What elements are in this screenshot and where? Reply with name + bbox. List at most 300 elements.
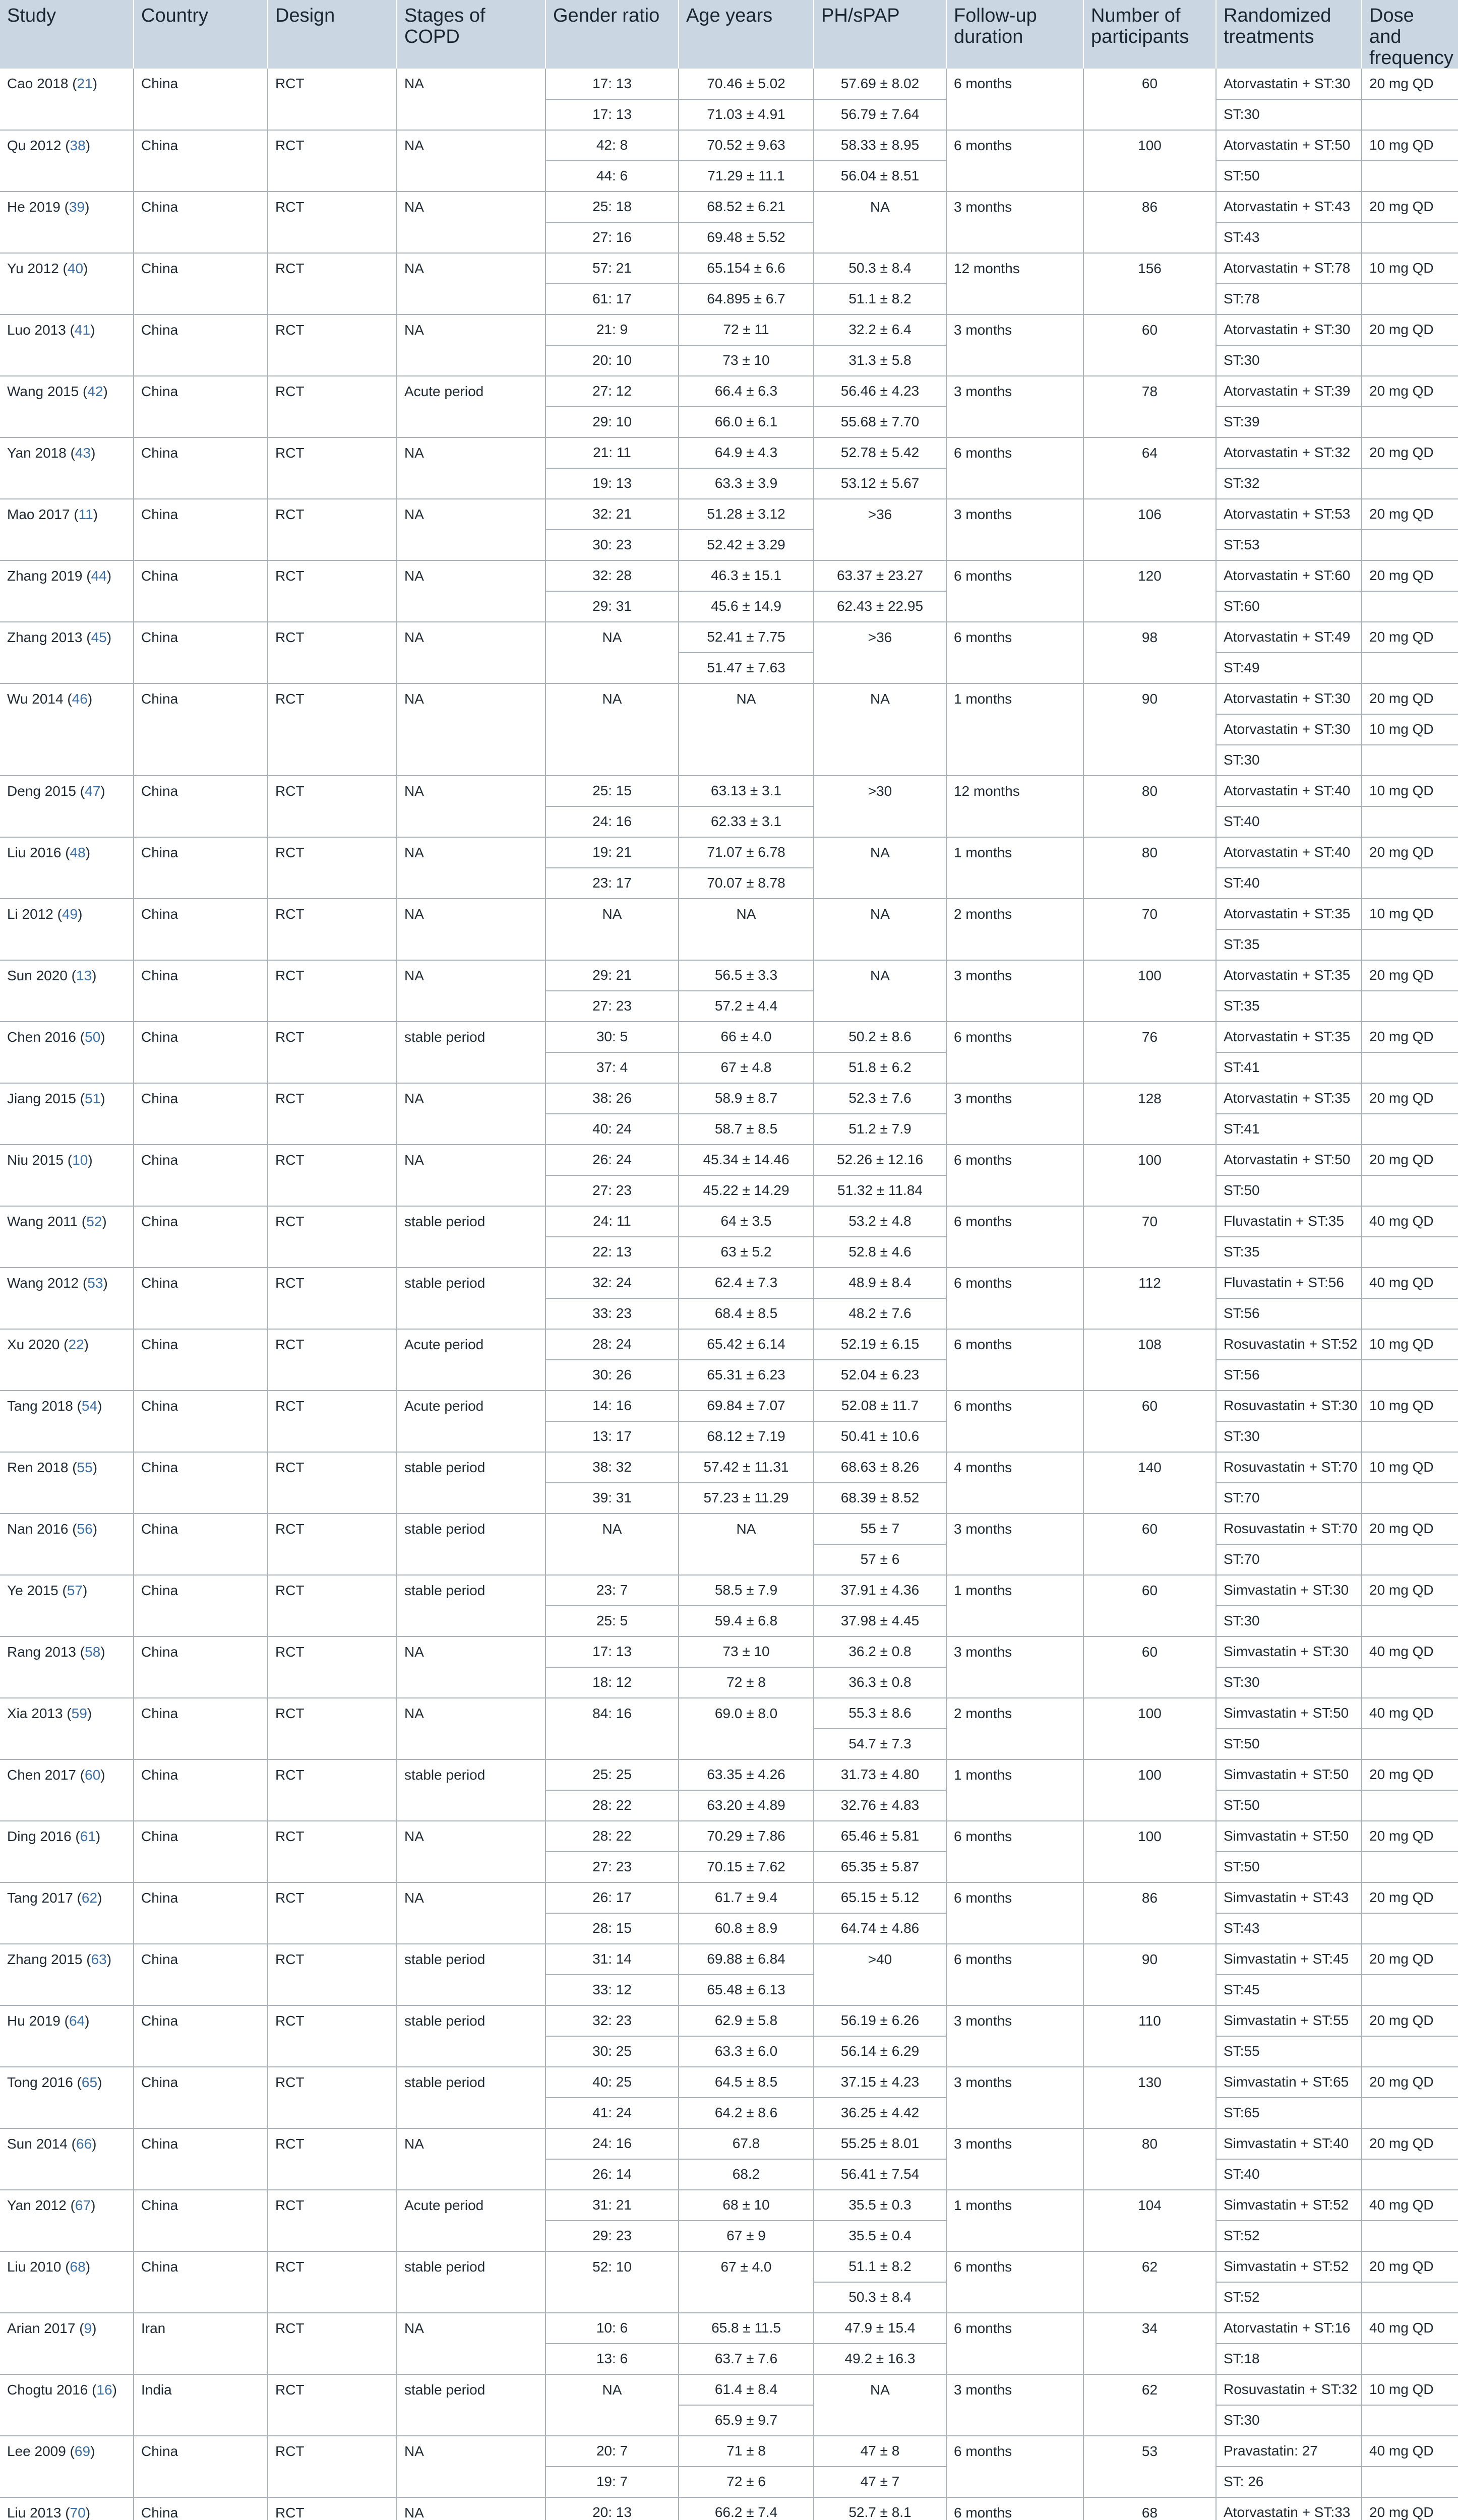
age-cell: 70.15 ± 7.62 [679, 1852, 814, 1882]
follow-up-cell: 6 months [946, 1022, 1083, 1083]
study-name: Arian 2017 [7, 2320, 76, 2336]
study-cell: Hu 2019 (64) [0, 2005, 134, 2067]
dose-cell [1362, 1483, 1458, 1514]
treatment-cell: ST:30 [1216, 345, 1362, 376]
reference-link[interactable]: 62 [81, 1890, 98, 1906]
design-cell: RCT [268, 2436, 397, 2497]
age-cell: 67 ± 9 [679, 2221, 814, 2251]
ph-spap-cell: 57 ± 6 [814, 1544, 946, 1575]
age-cell: 66.4 ± 6.3 [679, 376, 814, 407]
reference-link[interactable]: 59 [71, 1706, 87, 1721]
study-name: Tong 2016 [7, 2074, 73, 2090]
participants-cell: 80 [1083, 837, 1216, 899]
gender-ratio-cell: 13: 6 [545, 2344, 679, 2374]
reference-link[interactable]: 64 [69, 2013, 85, 2029]
reference-link[interactable]: 38 [70, 138, 86, 153]
reference-link[interactable]: 51 [85, 1091, 101, 1106]
gender-ratio-cell: 40: 24 [545, 1114, 679, 1145]
ph-spap-cell: 48.9 ± 8.4 [814, 1268, 946, 1298]
treatment-cell: Atorvastatin + ST:40 [1216, 776, 1362, 806]
gender-ratio-cell: 28: 15 [545, 1913, 679, 1944]
study-cell: Wang 2011 (52) [0, 1206, 134, 1268]
study-name: Wang 2015 [7, 384, 79, 399]
country-cell: China [134, 376, 268, 437]
dose-cell [1362, 2159, 1458, 2190]
dose-cell: 20 mg QD [1362, 2497, 1458, 2520]
follow-up-cell: 3 months [946, 1083, 1083, 1145]
stage-cell: Acute period [397, 1391, 545, 1452]
gender-ratio-cell: 26: 14 [545, 2159, 679, 2190]
gender-ratio-cell: 28: 22 [545, 1790, 679, 1821]
table-row [0, 1083, 1458, 1114]
follow-up-cell: 6 months [946, 2497, 1083, 2520]
reference-link[interactable]: 47 [85, 783, 101, 799]
participants-cell: 140 [1083, 1452, 1216, 1514]
participants-cell: 76 [1083, 1022, 1216, 1083]
age-cell: 62.33 ± 3.1 [679, 806, 814, 837]
reference-link[interactable]: 50 [85, 1029, 101, 1045]
age-cell: 71 ± 8 [679, 2436, 814, 2467]
study-cell: Liu 2010 (68) [0, 2251, 134, 2313]
reference-link[interactable]: 45 [91, 629, 107, 645]
treatment-cell: Atorvastatin + ST:53 [1216, 499, 1362, 530]
reference-link[interactable]: 68 [70, 2259, 86, 2275]
treatment-cell: ST:35 [1216, 991, 1362, 1022]
age-cell: 72 ± 6 [679, 2467, 814, 2497]
dose-cell: 20 mg QD [1362, 2251, 1458, 2282]
ph-spap-cell: 56.04 ± 8.51 [814, 161, 946, 192]
reference-link[interactable]: 46 [72, 691, 88, 707]
country-cell: China [134, 1759, 268, 1821]
follow-up-cell: 1 months [946, 1759, 1083, 1821]
design-cell: RCT [268, 1821, 397, 1882]
participants-cell: 70 [1083, 899, 1216, 960]
stage-cell: stable period [397, 1944, 545, 2005]
reference-link[interactable]: 67 [75, 2197, 91, 2213]
study-name: Chen 2016 [7, 1029, 77, 1045]
dose-cell: 10 mg QD [1362, 2374, 1458, 2405]
gender-ratio-cell: 32: 28 [545, 560, 679, 591]
follow-up-cell: 3 months [946, 2067, 1083, 2128]
treatment-cell: Simvastatin + ST:65 [1216, 2067, 1362, 2098]
age-cell: 57.23 ± 11.29 [679, 1483, 814, 1514]
stage-cell: Acute period [397, 2190, 545, 2251]
stage-cell: NA [397, 1821, 545, 1882]
ph-spap-cell: 57.69 ± 8.02 [814, 69, 946, 99]
reference-link[interactable]: 43 [75, 445, 91, 461]
age-cell: 65.154 ± 6.6 [679, 253, 814, 284]
age-cell: 64.2 ± 8.6 [679, 2098, 814, 2128]
stage-cell: stable period [397, 1575, 545, 1636]
study-name: Luo 2013 [7, 322, 66, 338]
ph-spap-cell: 31.3 ± 5.8 [814, 345, 946, 376]
age-cell: 58.7 ± 8.5 [679, 1114, 814, 1145]
study-cell: Wang 2012 (53) [0, 1268, 134, 1329]
gender-ratio-cell: 21: 9 [545, 314, 679, 345]
age-cell: 63.3 ± 6.0 [679, 2036, 814, 2067]
reference-link[interactable]: 70 [70, 2505, 86, 2520]
treatment-cell: ST:30 [1216, 99, 1362, 130]
stage-cell: NA [397, 2497, 545, 2520]
country-cell: China [134, 2497, 268, 2520]
treatment-cell: Atorvastatin + ST:40 [1216, 837, 1362, 868]
gender-ratio-cell: NA [545, 899, 679, 960]
follow-up-cell: 3 months [946, 376, 1083, 437]
design-cell: RCT [268, 899, 397, 960]
reference-link[interactable]: 13 [76, 968, 92, 983]
study-cell: Xia 2013 (59) [0, 1698, 134, 1759]
dose-cell [1362, 929, 1458, 960]
ph-spap-cell: 52.26 ± 12.16 [814, 1145, 946, 1175]
age-cell: 45.34 ± 14.46 [679, 1145, 814, 1175]
study-cell: Liu 2016 (48) [0, 837, 134, 899]
dose-cell: 40 mg QD [1362, 1268, 1458, 1298]
design-cell: RCT [268, 2190, 397, 2251]
country-cell: China [134, 960, 268, 1022]
dose-cell [1362, 1606, 1458, 1636]
treatment-cell: ST:30 [1216, 1421, 1362, 1452]
gender-ratio-cell: 17: 13 [545, 99, 679, 130]
ph-spap-cell: 52.78 ± 5.42 [814, 437, 946, 468]
ph-spap-cell: NA [814, 960, 946, 1022]
country-cell: China [134, 1575, 268, 1636]
table-row [0, 560, 1458, 591]
stage-cell: Acute period [397, 376, 545, 437]
gender-ratio-cell: 17: 13 [545, 1636, 679, 1667]
reference-link[interactable]: 49 [62, 906, 78, 922]
follow-up-cell: 1 months [946, 837, 1083, 899]
header-row [0, 0, 1458, 69]
ph-spap-cell: 65.35 ± 5.87 [814, 1852, 946, 1882]
country-cell: China [134, 1452, 268, 1514]
table-row [0, 899, 1458, 929]
treatment-cell: Atorvastatin + ST:50 [1216, 130, 1362, 161]
table-row [0, 1514, 1458, 1544]
study-name: Liu 2013 [7, 2505, 62, 2520]
design-cell: RCT [268, 683, 397, 776]
country-cell: China [134, 776, 268, 837]
treatment-cell: ST:40 [1216, 806, 1362, 837]
age-cell: 66.2 ± 7.4 [679, 2497, 814, 2520]
design-cell: RCT [268, 1575, 397, 1636]
study-cell: Ren 2018 (55) [0, 1452, 134, 1514]
stage-cell: stable period [397, 1452, 545, 1514]
stage-cell: Acute period [397, 1329, 545, 1391]
reference-link[interactable]: 40 [67, 261, 84, 276]
stage-cell: NA [397, 69, 545, 130]
table-row [0, 1698, 1458, 1729]
treatment-cell: Simvastatin + ST:30 [1216, 1575, 1362, 1606]
dose-cell: 10 mg QD [1362, 1391, 1458, 1421]
treatment-cell: ST:49 [1216, 653, 1362, 683]
country-cell: China [134, 2251, 268, 2313]
header-gender-ratio: Gender ratio [545, 0, 679, 69]
ph-spap-cell: 50.41 ± 10.6 [814, 1421, 946, 1452]
dose-cell: 20 mg QD [1362, 960, 1458, 991]
participants-cell: 106 [1083, 499, 1216, 560]
age-cell: 56.5 ± 3.3 [679, 960, 814, 991]
study-name: Zhang 2013 [7, 629, 83, 645]
age-cell: 58.5 ± 7.9 [679, 1575, 814, 1606]
table-row [0, 314, 1458, 345]
country-cell: China [134, 69, 268, 130]
study-cell: Yan 2018 (43) [0, 437, 134, 499]
ph-spap-cell: 68.63 ± 8.26 [814, 1452, 946, 1483]
reference-link[interactable]: 58 [85, 1644, 101, 1660]
age-cell: 70.29 ± 7.86 [679, 1821, 814, 1852]
follow-up-cell: 6 months [946, 69, 1083, 130]
dose-cell [1362, 1052, 1458, 1083]
dose-cell [1362, 99, 1458, 130]
treatment-cell: ST:35 [1216, 1237, 1362, 1268]
follow-up-cell: 6 months [946, 1206, 1083, 1268]
table-row [0, 1452, 1458, 1483]
ph-spap-cell: NA [814, 899, 946, 960]
treatment-cell: Atorvastatin + ST:30 [1216, 714, 1362, 745]
reference-link[interactable]: 42 [87, 384, 103, 399]
gender-ratio-cell: 27: 12 [545, 376, 679, 407]
reference-link[interactable]: 63 [91, 1951, 107, 1967]
dose-cell [1362, 407, 1458, 437]
treatment-cell: ST:43 [1216, 222, 1362, 253]
treatment-cell: ST:52 [1216, 2282, 1362, 2313]
treatment-cell: Atorvastatin + ST:39 [1216, 376, 1362, 407]
reference-link[interactable]: 57 [67, 1583, 83, 1598]
reference-link[interactable]: 10 [72, 1152, 88, 1168]
ph-spap-cell: 32.2 ± 6.4 [814, 314, 946, 345]
gender-ratio-cell: 32: 21 [545, 499, 679, 530]
header-study: Study [0, 0, 134, 69]
treatment-cell: Pravastatin: 27 [1216, 2436, 1362, 2467]
reference-link[interactable]: 53 [87, 1275, 103, 1291]
study-cell: Jiang 2015 (51) [0, 1083, 134, 1145]
header-ph-spap: PH/sPAP [814, 0, 946, 69]
age-cell: 57.42 ± 11.31 [679, 1452, 814, 1483]
table-row [0, 2005, 1458, 2036]
reference-link[interactable]: 60 [85, 1767, 101, 1783]
gender-ratio-cell: 31: 14 [545, 1944, 679, 1975]
header-treatments: Randomized treatments [1216, 0, 1362, 69]
dose-cell: 40 mg QD [1362, 1206, 1458, 1237]
table-row [0, 130, 1458, 161]
treatment-cell: ST:18 [1216, 2344, 1362, 2374]
gender-ratio-cell: 29: 10 [545, 407, 679, 437]
treatment-cell: Atorvastatin + ST:30 [1216, 314, 1362, 345]
dose-cell [1362, 1790, 1458, 1821]
reference-link[interactable]: 16 [96, 2382, 112, 2398]
reference-link[interactable]: 48 [70, 845, 86, 860]
ph-spap-cell: 56.14 ± 6.29 [814, 2036, 946, 2067]
age-cell: 64 ± 3.5 [679, 1206, 814, 1237]
treatment-cell: Rosuvastatin + ST:32 [1216, 2374, 1362, 2405]
age-cell: 66.0 ± 6.1 [679, 407, 814, 437]
age-cell: 64.5 ± 8.5 [679, 2067, 814, 2098]
participants-cell: 90 [1083, 1944, 1216, 2005]
header-age: Age years [679, 0, 814, 69]
gender-ratio-cell: 38: 26 [545, 1083, 679, 1114]
ph-spap-cell: NA [814, 683, 946, 776]
stage-cell: NA [397, 253, 545, 314]
stage-cell: NA [397, 1698, 545, 1759]
study-name: Jiang 2015 [7, 1091, 77, 1106]
reference-link[interactable]: 39 [69, 199, 85, 215]
age-cell: NA [679, 899, 814, 960]
study-cell: Rang 2013 (58) [0, 1636, 134, 1698]
country-cell: China [134, 1206, 268, 1268]
gender-ratio-cell: 27: 23 [545, 1852, 679, 1882]
dose-cell [1362, 2467, 1458, 2497]
treatment-cell: ST:41 [1216, 1114, 1362, 1145]
ph-spap-cell: 51.8 ± 6.2 [814, 1052, 946, 1083]
country-cell: China [134, 1821, 268, 1882]
treatment-cell: Rosuvastatin + ST:70 [1216, 1514, 1362, 1544]
follow-up-cell: 6 months [946, 1391, 1083, 1452]
follow-up-cell: 6 months [946, 560, 1083, 622]
reference-link[interactable]: 44 [91, 568, 107, 584]
participants-cell: 100 [1083, 1698, 1216, 1759]
gender-ratio-cell: 30: 23 [545, 530, 679, 560]
dose-cell: 20 mg QD [1362, 622, 1458, 653]
treatment-cell: ST:78 [1216, 284, 1362, 314]
ph-spap-cell: 65.15 ± 5.12 [814, 1882, 946, 1913]
treatment-cell: Atorvastatin + ST:16 [1216, 2313, 1362, 2344]
treatment-cell: Atorvastatin + ST:35 [1216, 960, 1362, 991]
table-row [0, 2251, 1458, 2282]
follow-up-cell: 1 months [946, 1575, 1083, 1636]
gender-ratio-cell: 29: 31 [545, 591, 679, 622]
country-cell: China [134, 1514, 268, 1575]
study-name: Mao 2017 [7, 507, 70, 522]
ph-spap-cell: 50.2 ± 8.6 [814, 1022, 946, 1052]
country-cell: China [134, 253, 268, 314]
ph-spap-cell: 37.91 ± 4.36 [814, 1575, 946, 1606]
treatment-cell: Atorvastatin + ST:49 [1216, 622, 1362, 653]
dose-cell: 20 mg QD [1362, 192, 1458, 222]
study-name: Nan 2016 [7, 1521, 69, 1537]
reference-link[interactable]: 41 [74, 322, 91, 338]
ph-spap-cell: 63.37 ± 23.27 [814, 560, 946, 591]
ph-spap-cell: 52.19 ± 6.15 [814, 1329, 946, 1360]
age-cell: 70.07 ± 8.78 [679, 868, 814, 899]
follow-up-cell: 6 months [946, 130, 1083, 192]
table-row [0, 683, 1458, 714]
age-cell: 58.9 ± 8.7 [679, 1083, 814, 1114]
dose-cell: 20 mg QD [1362, 1145, 1458, 1175]
study-cell: Ding 2016 (61) [0, 1821, 134, 1882]
reference-link[interactable]: 22 [68, 1337, 84, 1352]
table-row [0, 960, 1458, 991]
treatment-cell: ST:53 [1216, 530, 1362, 560]
design-cell: RCT [268, 622, 397, 683]
gender-ratio-cell: 44: 6 [545, 161, 679, 192]
country-cell: China [134, 683, 268, 776]
study-cell: Zhang 2013 (45) [0, 622, 134, 683]
dose-cell [1362, 2098, 1458, 2128]
treatment-cell: ST:65 [1216, 2098, 1362, 2128]
dose-cell [1362, 1913, 1458, 1944]
dose-cell [1362, 653, 1458, 683]
age-cell: 69.88 ± 6.84 [679, 1944, 814, 1975]
reference-link[interactable]: 66 [76, 2136, 92, 2152]
study-name: Xu 2020 [7, 1337, 60, 1352]
design-cell: RCT [268, 2067, 397, 2128]
age-cell: 69.48 ± 5.52 [679, 222, 814, 253]
reference-link[interactable]: 69 [74, 2443, 91, 2459]
ph-spap-cell: NA [814, 837, 946, 899]
ph-spap-cell: NA [814, 192, 946, 253]
table-row [0, 1145, 1458, 1175]
study-name: Lee 2009 [7, 2443, 66, 2459]
reference-link[interactable]: 54 [81, 1398, 98, 1414]
reference-link[interactable]: 11 [78, 507, 93, 522]
country-cell: China [134, 1268, 268, 1329]
reference-link[interactable]: 61 [80, 1829, 96, 1844]
ph-spap-cell: 47 ± 8 [814, 2436, 946, 2467]
reference-link[interactable]: 21 [77, 76, 93, 91]
dose-cell: 10 mg QD [1362, 714, 1458, 745]
follow-up-cell: 3 months [946, 499, 1083, 560]
reference-link[interactable]: 65 [81, 2074, 98, 2090]
country-cell: China [134, 1329, 268, 1391]
treatment-cell: ST:50 [1216, 1175, 1362, 1206]
reference-link[interactable]: 56 [77, 1521, 93, 1537]
reference-link[interactable]: 9 [84, 2320, 92, 2336]
ph-spap-cell: >30 [814, 776, 946, 837]
stage-cell: NA [397, 437, 545, 499]
country-cell: China [134, 1391, 268, 1452]
treatment-cell: Atorvastatin + ST:78 [1216, 253, 1362, 284]
stage-cell: stable period [397, 1759, 545, 1821]
ph-spap-cell: 35.5 ± 0.4 [814, 2221, 946, 2251]
treatment-cell: ST:56 [1216, 1360, 1362, 1391]
treatment-cell: ST:40 [1216, 2159, 1362, 2190]
gender-ratio-cell: NA [545, 2374, 679, 2436]
country-cell: China [134, 130, 268, 192]
design-cell: RCT [268, 1145, 397, 1206]
gender-ratio-cell: 39: 31 [545, 1483, 679, 1514]
country-cell: China [134, 1145, 268, 1206]
follow-up-cell: 6 months [946, 2436, 1083, 2497]
age-cell: 67 ± 4.8 [679, 1052, 814, 1083]
age-cell: 67 ± 4.0 [679, 2251, 814, 2313]
study-name: Zhang 2019 [7, 568, 83, 584]
gender-ratio-cell: 28: 22 [545, 1821, 679, 1852]
gender-ratio-cell: 24: 16 [545, 2128, 679, 2159]
table-row [0, 437, 1458, 468]
participants-cell: 108 [1083, 1329, 1216, 1391]
ph-spap-cell: 51.1 ± 8.2 [814, 284, 946, 314]
gender-ratio-cell: 52: 10 [545, 2251, 679, 2313]
treatment-cell: Atorvastatin + ST:35 [1216, 1022, 1362, 1052]
dose-cell: 20 mg QD [1362, 2067, 1458, 2098]
treatment-cell: Atorvastatin + ST:33 [1216, 2497, 1362, 2520]
treatment-cell: Simvastatin + ST:43 [1216, 1882, 1362, 1913]
treatment-cell: Atorvastatin + ST:43 [1216, 192, 1362, 222]
age-cell: 63.3 ± 3.9 [679, 468, 814, 499]
gender-ratio-cell: 20: 7 [545, 2436, 679, 2467]
ph-spap-cell: 56.19 ± 6.26 [814, 2005, 946, 2036]
study-cell: Liu 2013 (70) [0, 2497, 134, 2520]
dose-cell: 20 mg QD [1362, 1944, 1458, 1975]
table-row [0, 776, 1458, 806]
reference-link[interactable]: 55 [77, 1460, 93, 1475]
study-name: Tang 2018 [7, 1398, 73, 1414]
reference-link[interactable]: 52 [86, 1214, 102, 1229]
dose-cell: 40 mg QD [1362, 2436, 1458, 2467]
table-row [0, 2313, 1458, 2344]
dose-cell [1362, 2344, 1458, 2374]
participants-cell: 80 [1083, 776, 1216, 837]
